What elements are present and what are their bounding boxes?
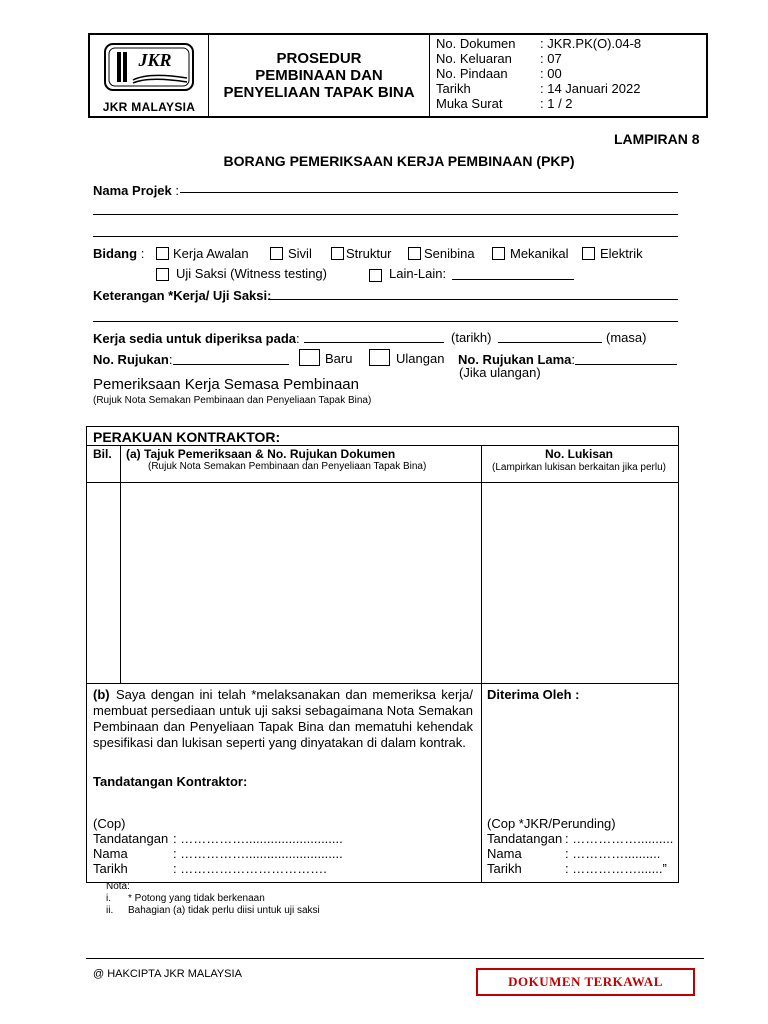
title-cell	[209, 34, 430, 117]
label-lain-lain: Lain-Lain:	[389, 266, 447, 281]
checkbox-kerja-awalan[interactable]	[156, 247, 169, 260]
no-rujukan-lama-label: No. Rujukan Lama:	[458, 352, 576, 367]
sign-line[interactable]	[487, 831, 673, 846]
label-senibina: Senibina	[424, 246, 475, 261]
title-line-3: PENYELIAAN TAPAK BINA	[223, 84, 415, 101]
sign-line-value: : ……………...........................	[173, 846, 343, 861]
col-bil-header: Bil.	[93, 447, 112, 461]
meta-label: No. Dokumen	[436, 36, 516, 51]
checkbox-ulangan[interactable]	[369, 349, 390, 366]
label-sivil: Sivil	[288, 246, 312, 261]
table-divider-lukisan	[481, 445, 482, 882]
meta-row	[436, 81, 700, 96]
jika-ulangan-label: (Jika ulangan)	[459, 365, 541, 380]
sign-line[interactable]	[487, 861, 673, 876]
meta-label: Muka Surat	[436, 96, 503, 111]
label-struktur: Struktur	[346, 246, 392, 261]
sign-line-value: : …………..........	[565, 846, 661, 861]
sign-line-value: : ……………..........	[565, 831, 674, 846]
sign-line[interactable]	[487, 846, 673, 861]
dokumen-terkawal-stamp	[476, 968, 695, 996]
sign-line-label: Tandatangan	[93, 831, 169, 846]
table-divider-colhead	[86, 482, 678, 483]
no-rujukan-input-line[interactable]	[173, 364, 289, 365]
copyright-text: @ HAKCIPTA JKR MALAYSIA	[93, 968, 242, 980]
nama-projek-input-line-3[interactable]	[93, 236, 678, 237]
label-elektrik: Elektrik	[600, 246, 643, 261]
label-baru: Baru	[325, 351, 353, 366]
nama-projek-label: Nama Projek :	[93, 183, 180, 198]
no-rujukan-label: No. Rujukan:	[93, 352, 173, 367]
org-name: JKR MALAYSIA	[102, 99, 196, 114]
b-prefix: (b)	[93, 687, 110, 702]
nota-item-num: i.	[106, 893, 111, 904]
col-a-header: (a) Tajuk Pemeriksaan & No. Rujukan Dokumen	[126, 447, 396, 461]
label-uji-saksi: Uji Saksi (Witness testing)	[176, 266, 327, 281]
lampiran-label: LAMPIRAN 8	[614, 131, 700, 147]
nota-title: Nota:	[106, 881, 130, 892]
checkbox-uji-saksi[interactable]	[156, 268, 169, 281]
meta-value: : 07	[540, 51, 562, 66]
checkbox-mekanikal[interactable]	[492, 247, 505, 260]
perakuan-heading: PERAKUAN KONTRAKTOR:	[93, 429, 281, 445]
checkbox-elektrik[interactable]	[582, 247, 595, 260]
col-a-note: (Rujuk Nota Semakan Pembinaan dan Penyeliaan Tapak Bina)	[148, 461, 427, 472]
document-meta-list	[436, 36, 700, 111]
sign-line[interactable]	[93, 861, 343, 876]
b-statement: Saya dengan ini telah *melaksanakan dan memeriksa kerja/ membuat persediaan untuk uji saksi sebagaimana Nota Semakan Pembinaan dan Penyeliaan Tapak Bina dan mematuhi kehendak spesifikasi dan lukisan seperti yang dinyatakan di dalam kontrak.	[93, 687, 473, 750]
meta-row	[436, 96, 700, 111]
checkbox-baru[interactable]	[299, 349, 320, 366]
receiver-sign-block	[487, 831, 673, 876]
masa-input-line[interactable]	[498, 342, 602, 343]
meta-value: : JKR.PK(O).04-8	[540, 36, 642, 51]
stamp-text: DOKUMEN TERKAWAL	[508, 974, 663, 989]
masa-paren-label: (masa)	[606, 330, 647, 345]
sign-line-value: : ……………...........................	[173, 831, 343, 846]
tarikh-input-line[interactable]	[304, 342, 444, 343]
checkbox-struktur[interactable]	[331, 247, 344, 260]
checkbox-senibina[interactable]	[408, 247, 421, 260]
table-divider-b	[86, 683, 678, 684]
kerja-sedia-label: Kerja sedia untuk diperiksa pada:	[93, 331, 300, 346]
table-divider-heading	[86, 445, 678, 446]
nota-item-text: Bahagian (a) tidak perlu diisi untuk uji saksi	[128, 905, 320, 916]
meta-value: : 00	[540, 66, 562, 81]
meta-row	[436, 36, 700, 51]
bidang-label: Bidang :	[93, 246, 145, 261]
nota-item	[106, 905, 320, 917]
meta-row	[436, 66, 700, 81]
jkr-logo-icon	[103, 42, 195, 94]
document-header	[88, 33, 708, 118]
nama-projek-input-line-1[interactable]	[180, 192, 678, 193]
contractor-sign-block	[93, 831, 343, 876]
meta-label: Tarikh	[436, 81, 471, 96]
sign-line[interactable]	[93, 831, 343, 846]
section-title: Pemeriksaan Kerja Semasa Pembinaan	[93, 376, 359, 393]
perakuan-table	[86, 426, 679, 883]
footer-rule	[86, 958, 704, 959]
logo-cell	[89, 34, 209, 117]
col-lukisan-note: (Lampirkan lukisan berkaitan jika perlu)	[492, 462, 666, 473]
checkbox-sivil[interactable]	[270, 247, 283, 260]
section-note: (Rujuk Nota Semakan Pembinaan dan Penyeliaan Tapak Bina)	[93, 395, 372, 406]
form-title: BORANG PEMERIKSAAN KERJA PEMBINAAN (PKP)	[223, 153, 575, 169]
label-ulangan: Ulangan	[396, 351, 445, 366]
lain-lain-input-line[interactable]	[452, 279, 574, 280]
checkbox-lain-lain[interactable]	[369, 269, 382, 282]
nota-item-num: ii.	[106, 905, 114, 916]
meta-label: No. Pindaan	[436, 66, 508, 81]
sign-line-value: : …………….......”	[565, 861, 667, 876]
meta-label: No. Keluaran	[436, 51, 512, 66]
sign-line-value: : …………………………….	[173, 861, 327, 876]
nota-item-text: * Potong yang tidak berkenaan	[128, 893, 265, 904]
sign-line-label: Nama	[487, 846, 522, 861]
label-kerja-awalan: Kerja Awalan	[173, 246, 249, 261]
cop-label: (Cop)	[93, 816, 126, 831]
label-mekanikal: Mekanikal	[510, 246, 569, 261]
title-line-1: PROSEDUR	[276, 50, 362, 67]
meta-cell	[430, 34, 708, 117]
col-lukisan-header: No. Lukisan	[544, 447, 613, 461]
title-line-2: PEMBINAAN DAN	[255, 67, 383, 84]
sign-line-label: Tandatangan	[487, 831, 563, 846]
keterangan-input-line-1[interactable]	[268, 299, 678, 300]
diterima-oleh-label: Diterima Oleh :	[487, 687, 580, 702]
nama-projek-input-line-2[interactable]	[93, 214, 678, 215]
no-rujukan-lama-input-line[interactable]	[575, 364, 677, 365]
logo-text: JKR	[138, 49, 172, 70]
sign-line[interactable]	[93, 846, 343, 861]
nota-item	[106, 893, 320, 905]
keterangan-label: Keterangan *Kerja/ Uji Saksi:	[93, 288, 272, 303]
nota-list	[106, 893, 320, 917]
meta-row	[436, 51, 700, 66]
table-divider-bil	[120, 445, 121, 683]
sign-line-label: Tarikh	[93, 861, 128, 876]
cop-jkr-label: (Cop *JKR/Perunding)	[487, 816, 616, 831]
tarikh-paren-label: (tarikh)	[451, 330, 492, 345]
sign-line-label: Tarikh	[487, 861, 522, 876]
meta-value: : 1 / 2	[540, 96, 573, 111]
keterangan-input-line-2[interactable]	[93, 321, 678, 322]
sign-line-label: Nama	[93, 846, 128, 861]
meta-value: : 14 Januari 2022	[540, 81, 641, 96]
tandatangan-kontraktor-label: Tandatangan Kontraktor:	[93, 774, 248, 789]
